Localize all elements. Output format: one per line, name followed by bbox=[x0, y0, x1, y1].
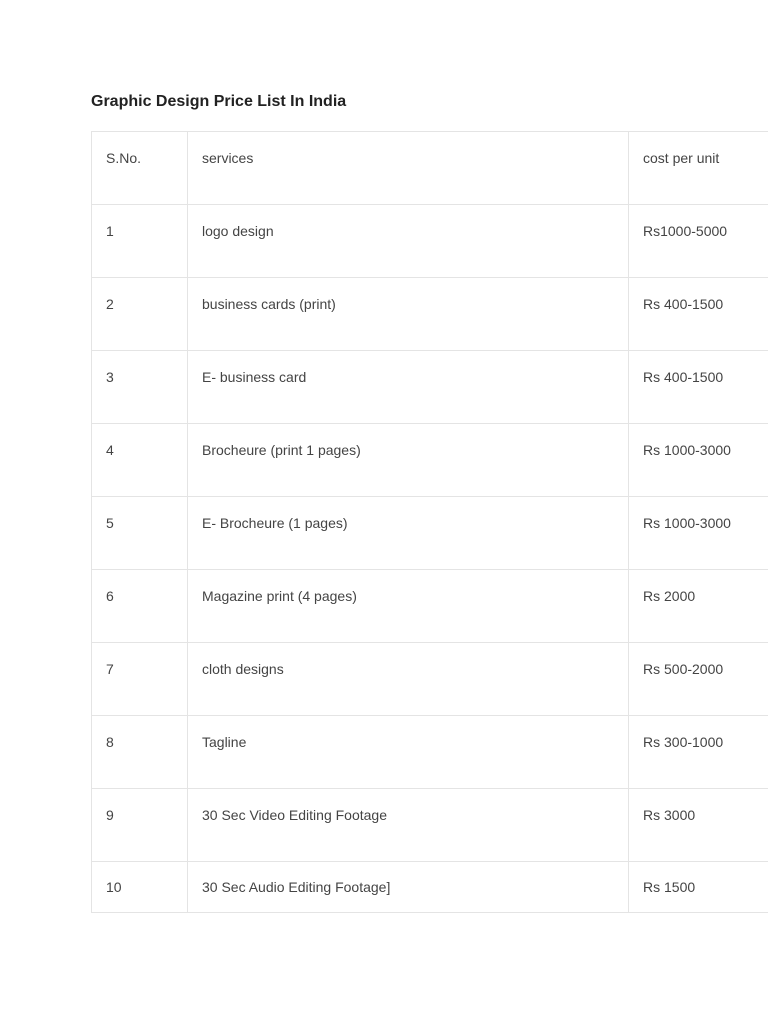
row-cost: Rs 300-1000 bbox=[643, 734, 724, 750]
table-row bbox=[92, 351, 768, 424]
row-service: 30 Sec Video Editing Footage bbox=[188, 789, 629, 861]
row-service: E- business card bbox=[188, 351, 629, 423]
row-service: Magazine print (4 pages) bbox=[188, 570, 629, 642]
row-service: Brocheure (print 1 pages) bbox=[188, 424, 629, 496]
row-sno: 9 bbox=[92, 789, 188, 861]
header-services: services bbox=[188, 132, 629, 204]
table-row bbox=[92, 205, 768, 278]
row-sno: 5 bbox=[92, 497, 188, 569]
row-sno: 2 bbox=[92, 278, 188, 350]
row-cost: Rs 1000-3000 bbox=[643, 515, 731, 531]
row-cost: Rs 3000 bbox=[643, 807, 696, 823]
row-cost: Rs 1000-3000 bbox=[643, 442, 731, 458]
table-row bbox=[92, 789, 768, 862]
row-sno: 8 bbox=[92, 716, 188, 788]
table-row bbox=[92, 424, 768, 497]
page-title: Graphic Design Price List In India bbox=[91, 93, 347, 110]
row-service: logo design bbox=[188, 205, 629, 277]
row-sno: 10 bbox=[92, 862, 188, 912]
row-sno: 1 bbox=[92, 205, 188, 277]
row-cost: Rs 400-1500 bbox=[643, 369, 724, 385]
row-sno: 3 bbox=[92, 351, 188, 423]
row-sno: 6 bbox=[92, 570, 188, 642]
table-row bbox=[92, 497, 768, 570]
table-row bbox=[92, 716, 768, 789]
row-service: business cards (print) bbox=[188, 278, 629, 350]
row-cost: Rs 500-2000 bbox=[643, 661, 724, 677]
header-cost: cost per unit bbox=[643, 150, 720, 166]
row-cost: Rs 1500 bbox=[643, 879, 696, 895]
table-header-row bbox=[92, 132, 768, 205]
row-sno: 4 bbox=[92, 424, 188, 496]
table-row bbox=[92, 570, 768, 643]
header-sno: S.No. bbox=[92, 132, 188, 204]
price-table bbox=[91, 131, 768, 913]
row-cost: Rs 2000 bbox=[643, 588, 696, 604]
row-sno: 7 bbox=[92, 643, 188, 715]
table-row bbox=[92, 862, 768, 912]
row-cost: Rs 400-1500 bbox=[643, 296, 724, 312]
table-row bbox=[92, 643, 768, 716]
row-cost: Rs1000-5000 bbox=[643, 223, 728, 239]
table-row bbox=[92, 278, 768, 351]
row-service: Tagline bbox=[188, 716, 629, 788]
row-service: 30 Sec Audio Editing Footage] bbox=[188, 862, 629, 912]
row-service: cloth designs bbox=[188, 643, 629, 715]
row-service: E- Brocheure (1 pages) bbox=[188, 497, 629, 569]
